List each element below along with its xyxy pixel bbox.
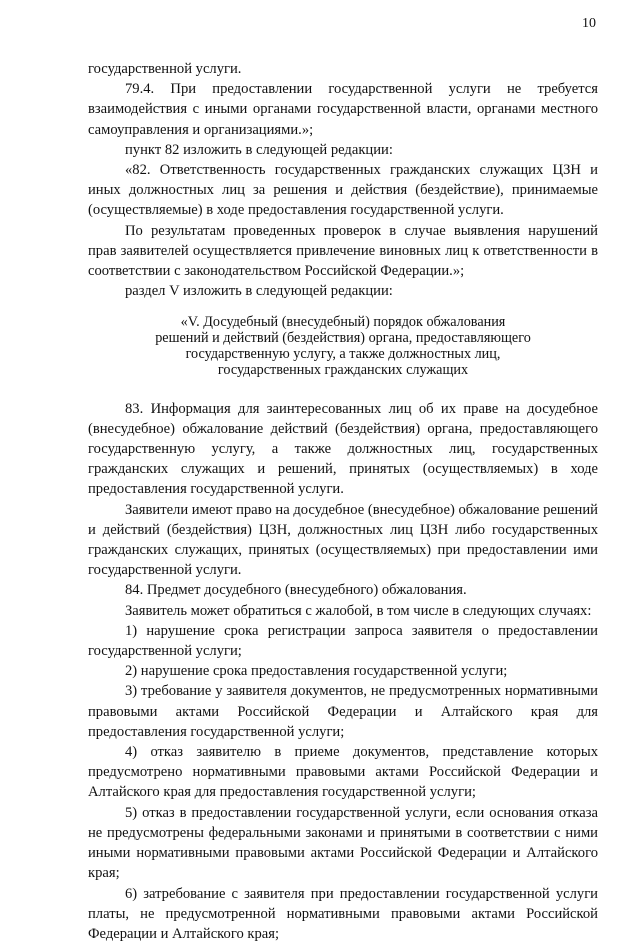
list-item-5: 5) отказ в предоставлении государственной услуги, если основания отказа не предусмотрены федеральными законами и принятыми в соответствии с ними иными нормативными правовыми актами Российской Федерации и Алтайского края; xyxy=(88,803,598,884)
paragraph-applicant-rights: Заявители имеют право на досудебное (внесудебное) обжалование решений и действий (бездействия) ЦЗН, должностных лиц ЦЗН либо государственных гражданских служащих, принятых (осуществляемых) при предоставлении ими государственной услуги. xyxy=(88,500,598,581)
list-item-6: 6) затребование с заявителя при предоставлении государственной услуги платы, не предусмотренной нормативными правовыми актами Российской Федерации и Алтайского края; xyxy=(88,884,598,944)
paragraph-84: 84. Предмет досудебного (внесудебного) обжалования. xyxy=(88,580,598,600)
paragraph-complaint-cases: Заявитель может обратиться с жалобой, в том числе в следующих случаях: xyxy=(88,601,598,621)
section-heading-line: государственных гражданских служащих xyxy=(88,363,598,379)
section-heading xyxy=(88,315,598,378)
list-item-2: 2) нарушение срока предоставления государственной услуги; xyxy=(88,661,598,681)
paragraph-83: 83. Информация для заинтересованных лиц об их праве на досудебное (внесудебное) обжалование действий (бездействия) органа, предоставляющего государственную услугу, а также должностных лиц, государственных гражданских служащих и решений, принятых (осуществляемых) в ходе предоставления государственной услуги. xyxy=(88,399,598,500)
paragraph-82: «82. Ответственность государственных гражданских служащих ЦЗН и иных должностных лиц за решения и действия (бездействие), принимаемые (осуществляемые) в ходе предоставления государственной услуги. xyxy=(88,160,598,221)
page-number: 10 xyxy=(582,16,596,32)
paragraph-79-4: 79.4. При предоставлении государственной услуги не требуется взаимодействия с иными органами государственной власти, органами местного самоуправления и организациями.»; xyxy=(88,79,598,140)
paragraph-continuation: государственной услуги. xyxy=(88,59,598,79)
paragraph-inspections: По результатам проведенных проверок в случае выявления нарушений прав заявителей осуществляется привлечение виновных лиц к ответственности в соответствии с законодательством Российской Федерации.»; xyxy=(88,221,598,282)
paragraph-amend-section-v: раздел V изложить в следующей редакции: xyxy=(88,281,598,301)
paragraph-amend-82: пункт 82 изложить в следующей редакции: xyxy=(88,140,598,160)
document-body xyxy=(88,59,598,944)
list-item-4: 4) отказ заявителю в приеме документов, представление которых предусмотрено нормативными правовыми актами Российской Федерации и Алтайского края для предоставления государственной услуги; xyxy=(88,742,598,803)
section-heading-line: решений и действий (бездействия) органа, предоставляющего xyxy=(88,331,598,347)
section-heading-line: государственную услугу, а также должностных лиц, xyxy=(88,347,598,363)
list-item-3: 3) требование у заявителя документов, не предусмотренных нормативными правовыми актами Российской Федерации и Алтайского края для предоставления государственной услуги; xyxy=(88,681,598,742)
list-item-1: 1) нарушение срока регистрации запроса заявителя о предоставлении государственной услуги; xyxy=(88,621,598,661)
section-heading-line: «V. Досудебный (внесудебный) порядок обжалования xyxy=(88,315,598,331)
